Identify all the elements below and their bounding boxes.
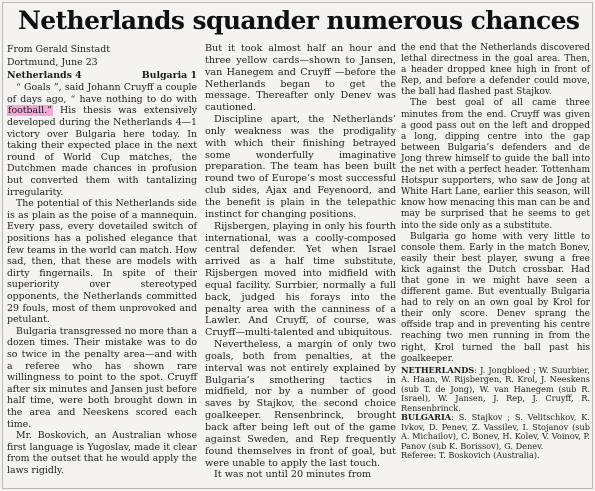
headline: Netherlands squander numerous chances [18, 6, 580, 35]
referee-label: Referee [401, 450, 434, 461]
score-away: Bulgaria 1 [141, 70, 197, 82]
bulgaria-players: : S. Stajkov ; S. Velitschkov, K. Ivkov, D. Penev, Z. Vassilev, I. Stojanov (sub A. Michailov), C. Bonev, H. Kolev, V. Voinov, P. Panov (sub K. Borissov), G. Denev. [401, 412, 590, 451]
highlighted-word: football.” [8, 105, 52, 117]
paragraph: Rijsbergen, playing in only his fourth international, was a coolly-composed central defender. Yet when Israel arrived as a half time substitute, Rijsbergen moved into midfield with equal facility. Surrbier, normally a full back, judged his forays into the penalty area with the canniness of a Lawler. And Cruyff, of course, was Cruyff—multi-talented and ubiquitous. [205, 220, 396, 339]
referee-line [401, 451, 590, 461]
paragraph: Bulgaria go home with very little to console them. Early in the match Bonev, easily their best player, swung a free kick against the Dutch crossbar. Had that gone in we might have seen a different game. But eventually Bulgaria had to rely on an own goal by Krol for their only score. Denev sprang the offside trap and in preventing his centre reaching two men running in from the right, Krol turned the ball past his goalkeeper. [401, 231, 590, 364]
byline-dateline: Dortmund, June 23 [7, 57, 98, 69]
team-lineups [401, 366, 590, 461]
article-column-3 [401, 43, 590, 461]
bulgaria-lineup [401, 413, 590, 451]
lead-text-after: His thesis was extensively developed during the Netherlands 4—1 victory over Bulgaria here today. In taking their expected place in the next round of World Cup matches, the Dutchmen made chances in profusion but converted them with tantalizing irregularity. [7, 105, 197, 198]
paragraph: Nevertheless, a margin of only two goals, both from penalties, at the interval was not entirely explained by Bulgaria’s smothering tactics in midfield, nor by a number of good saves by Stajkov, the second choice goalkeeper. Rensenbrinck, brought back after being left out of the game against Sweden, and Rep frequently found themselves in front of goal, but were unable to apply the last touch. [205, 339, 396, 469]
article-column-1 [7, 43, 197, 476]
article-column-2 [205, 43, 396, 481]
paragraph: Bulgaria transgressed no more than a dozen times. Their mistake was to do so twice in the penalty area—and with a referee who has shown rare willingness to point to the spot. Cruyff after six minutes and Jansen just before half time, were both brought down in the area and Neeskens scored each time. [7, 325, 197, 430]
lead-text-before: “ Goals ”, said Johann Cruyff a couple of days ago, “ have nothing to do with [7, 82, 197, 105]
paragraph: The potential of this Netherlands side is as plain as the poise of a mannequin. Every pass, every dovetailed switch of positions has a polished elegance that few teams in the world can match. How sad, then, that these are models with dirty fingernails. In spite of their superiority over stereotyped opponents, the Netherlands committed 29 fouls, most of them unprovoked and petulant. [7, 198, 197, 326]
paragraph: the end that the Netherlands discovered lethal directness in the goal area. Then, a header dropped knee high in front of Rep, and before a defender could move, the ball had flashed past Stajkov. [401, 43, 590, 98]
lead-paragraph [7, 82, 197, 198]
netherlands-players: : J. Jongbloed ; W. Suurbier, A. Haan, W. Rijsbergen, R. Krol, J. Neeskens (sub T. de Jong), W. van Hanegem (sub R. Israel), W. Jansen, J. Rep, J. Cruyff, R. Rensenbrinck. [401, 364, 590, 413]
referee-name: : T. Boskovich (Australia). [433, 450, 540, 461]
byline-author: From Gerald Sinstadt [7, 44, 110, 55]
paragraph: Discipline apart, the Netherlands’ only weakness was the prodigality with which their finishing betrayed some wonderfully imaginative preparation. The team has been built round two of Europe’s most successful club sides, Ajax and Feyenoord, and the benefit is plain in the telepathic instinct for changing positions. [205, 114, 396, 220]
score-home: Netherlands 4 [7, 70, 82, 82]
paragraph: The best goal of all came three minutes from the end. Cruyff was given a good pass out on the left and dropped a long, dipping centre into the gap between Bulgaria’s defenders and de Jong threw himself to guide the ball into the net with a perfect header. Tottenham Hotspur supporters, who saw de Jong at White Hart Lane, earlier this season, will know how menacing this man can be and may be surprised that he seems to get into the side only as a substitute. [401, 98, 590, 231]
paragraph: Mr. Boskovich, an Australian whose first language is Yugoslav, made it clear from the outset that he would apply the laws rigidly. [7, 430, 197, 476]
bulgaria-label: BULGARIA [401, 412, 452, 423]
score-line [7, 69, 197, 82]
paragraph: But it took almost half an hour and three yellow cards—shown to Jansen, van Hanegem and Cruyff —before the Netherlands began to get the message. Thereafter only Denev was cautioned. [205, 43, 396, 114]
netherlands-lineup [401, 366, 590, 414]
paragraph: It was not until 20 minutes from [214, 469, 372, 481]
netherlands-label: NETHERLANDS [401, 364, 475, 375]
